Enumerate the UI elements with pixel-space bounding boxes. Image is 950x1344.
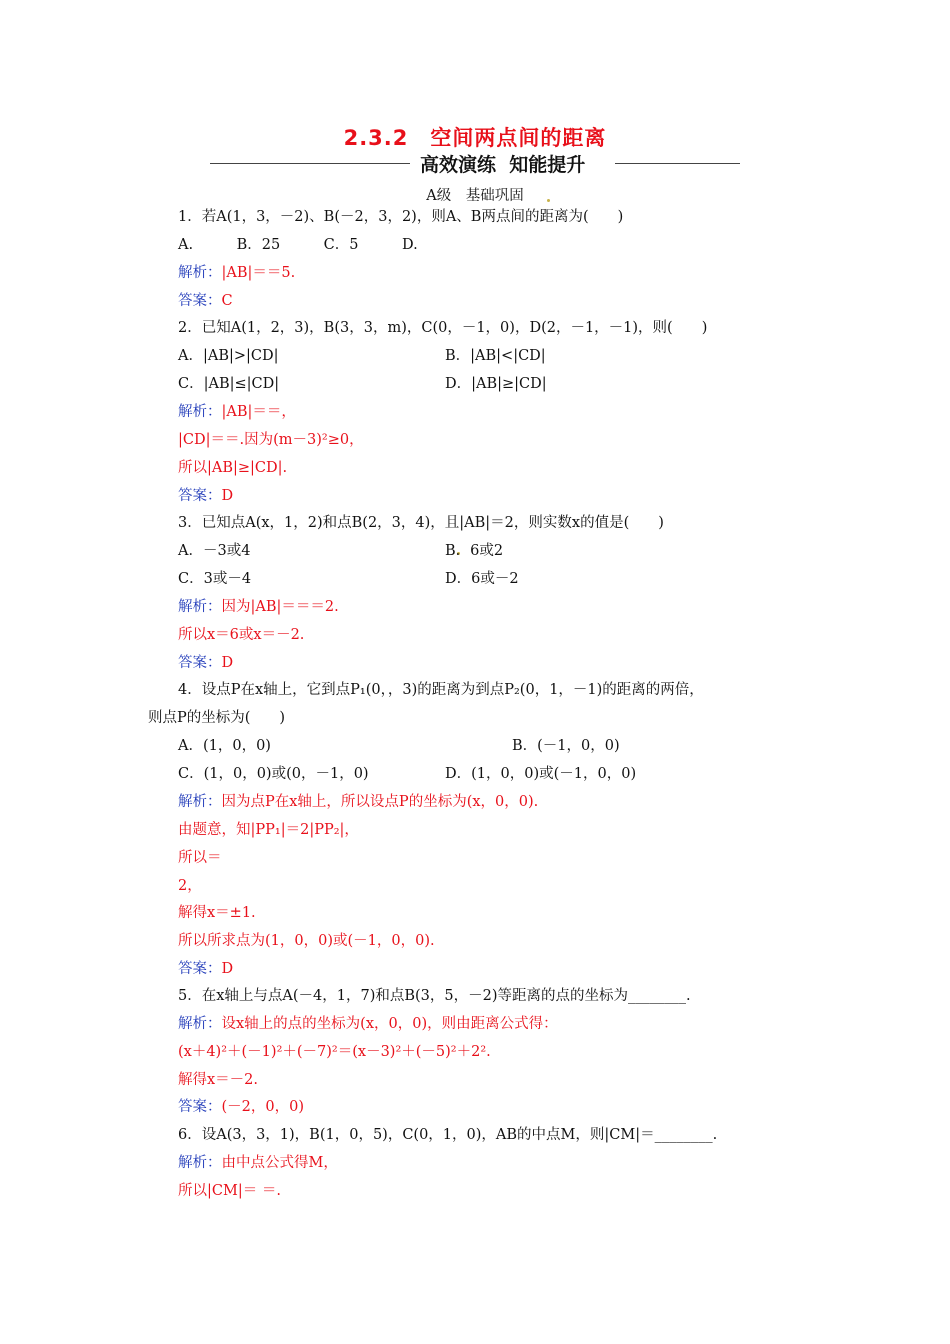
text-line: D．(1，0，0)或(－1，0，0)	[445, 766, 637, 782]
text-line: B．6或2	[445, 543, 504, 559]
text-line: 解得x＝±1.	[178, 905, 256, 921]
text-line	[178, 1153, 338, 1173]
text-line: 2．已知A(1，2，3)，B(3，3，m)，C(0，－1，0)，D(2，－1，－1)，则( )	[178, 320, 708, 336]
solution-text: (－2，0，0)	[221, 1099, 304, 1115]
solution-text: D	[221, 655, 234, 671]
text-line	[178, 792, 538, 812]
text-line: D．|AB|≥|CD|	[445, 376, 547, 392]
text-line: B．|AB|<|CD|	[445, 348, 546, 364]
text-line: 由题意，知|PP₁|＝2|PP₂|，	[178, 822, 359, 838]
solution-label: 答案：	[178, 293, 222, 309]
text-line: 所以x＝6或x＝－2.	[178, 627, 305, 643]
text-line	[178, 653, 233, 673]
text-line: B．(－1，0，0)	[512, 738, 620, 754]
text-line: A．|AB|>|CD|	[178, 348, 279, 364]
text-line	[178, 597, 339, 617]
text-line	[178, 1014, 558, 1034]
solution-label: 解析：	[178, 794, 222, 810]
text-line: 解得x＝－2.	[178, 1072, 259, 1088]
solution-label: 解析：	[178, 1016, 222, 1032]
text-line: A．－3或4	[178, 543, 251, 559]
solution-text: D	[221, 961, 234, 977]
text-line: C．3或－4	[178, 571, 252, 587]
text-line: A. B．25 C．5 D.	[178, 237, 418, 253]
text-line: 所以|CM|＝ ＝.	[178, 1183, 281, 1199]
banner-rule-left	[210, 163, 410, 164]
text-line	[178, 959, 233, 979]
solution-label: 答案：	[178, 488, 222, 504]
text-line	[178, 1097, 304, 1117]
section-banner	[210, 150, 740, 176]
solution-label: 解析：	[178, 599, 222, 615]
text-line	[178, 291, 233, 311]
text-line	[178, 263, 295, 283]
text-line: (x＋4)²＋(－1)²＋(－7)²＝(x－3)²＋(－5)²＋2².	[178, 1044, 491, 1060]
text-line: 所以＝	[178, 850, 222, 866]
text-line: 所以|AB|≥|CD|.	[178, 460, 288, 476]
solution-text: 设x轴上的点的坐标为(x，0，0)，则由距离公式得：	[221, 1016, 558, 1032]
text-line: A．(1，0，0)	[178, 738, 271, 754]
solution-text: 因为点P在x轴上，所以设点P的坐标为(x，0，0).	[221, 794, 539, 810]
text-line: 所以所求点为(1，0，0)或(－1，0，0).	[178, 933, 435, 949]
solution-text: 由中点公式得M，	[221, 1155, 338, 1171]
solution-label: 答案：	[178, 1099, 222, 1115]
text-line: C．(1，0，0)或(0，－1，0)	[178, 766, 369, 782]
level-heading: A级 基础巩固	[426, 188, 524, 204]
solution-text: D	[221, 488, 234, 504]
text-line	[178, 402, 296, 422]
text-line: 3．已知点A(x，1，2)和点B(2，3，4)，且|AB|＝2，则实数x的值是( )	[178, 515, 664, 531]
banner-rule-right	[615, 163, 740, 164]
text-line: C．|AB|≤|CD|	[178, 376, 280, 392]
text-line: 则点P的坐标为( )	[148, 710, 286, 726]
solution-text: |AB|＝＝，	[221, 404, 296, 420]
page-title: 2.3.2 空间两点间的距离	[343, 126, 607, 150]
solution-label: 解析：	[178, 1155, 222, 1171]
banner-text: 高效演练 知能提升	[420, 154, 586, 176]
text-line: 5．在x轴上与点A(－4，1，7)和点B(3，5，－2)等距离的点的坐标为________.	[178, 988, 691, 1004]
text-line: 2，	[178, 878, 202, 894]
solution-label: 答案：	[178, 655, 222, 671]
text-line: D．6或－2	[445, 571, 519, 587]
text-line	[178, 486, 233, 506]
solution-label: 解析：	[178, 265, 222, 281]
text-line: |CD|＝＝.因为(m－3)²≥0，	[178, 432, 364, 448]
text-line: 1．若A(1，3，－2)、B(－2，3，2)，则A、B两点间的距离为( )	[178, 209, 624, 225]
dot-mark	[547, 199, 550, 202]
text-line: 6．设A(3，3，1)，B(1，0，5)，C(0，1，0)，AB的中点M，则|CM|＝________.	[178, 1127, 718, 1143]
solution-label: 答案：	[178, 961, 222, 977]
solution-label: 解析：	[178, 404, 222, 420]
text-line: 4．设点P在x轴上，它到点P₁(0，，3)的距离为到点P₂(0，1，－1)的距离的两倍，	[178, 682, 704, 698]
solution-text: 因为|AB|＝＝＝2.	[221, 599, 339, 615]
solution-text: |AB|＝＝5.	[221, 265, 296, 281]
solution-text: C	[221, 293, 233, 309]
